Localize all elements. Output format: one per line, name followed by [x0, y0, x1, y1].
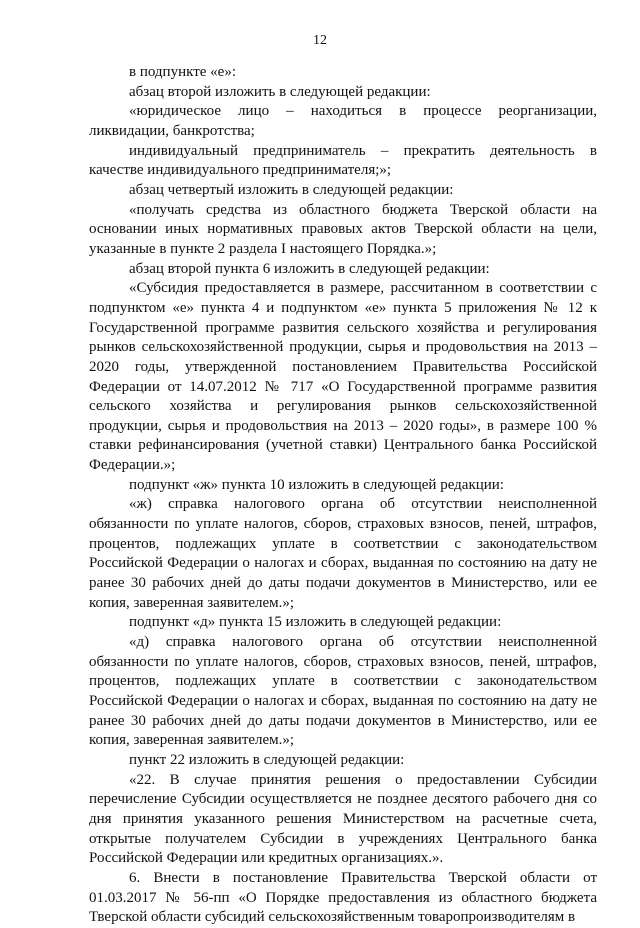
paragraph: «юридическое лицо – находиться в процессе реорганизации, ликвидации, банкротства; — [89, 103, 597, 139]
paragraph: подпункт «ж» пункта 10 изложить в следующей редакции: — [129, 476, 504, 493]
paragraph: «д) справка налогового органа об отсутствии неисполненной обязанности по уплате налогов, сборов, страховых взносов, пеней, штрафов, процентов, подлежащих уплате в соответствии с законодательством Российской Федерации о налогах и сборах, выданная по состоянию на дату не ранее 30 рабочих дней до даты подачи документов в Министерство, или ее копия, заверенная заявителем.»; — [89, 634, 597, 749]
document-body — [89, 63, 597, 928]
paragraph: «получать средства из областного бюджета Тверской области на основании иных нормативных правовых актов Тверской области на цели, указанные в пункте 2 раздела I настоящего Порядка.»; — [89, 201, 597, 257]
paragraph: индивидуальный предприниматель – прекратить деятельность в качестве индивидуального предпринимателя;»; — [89, 142, 597, 179]
paragraph: абзац второй пункта 6 изложить в следующей редакции: — [129, 260, 490, 277]
paragraph: абзац второй изложить в следующей редакции: — [129, 83, 431, 100]
paragraph: подпункт «д» пункта 15 изложить в следующей редакции: — [129, 614, 502, 631]
paragraph: абзац четвертый изложить в следующей редакции: — [129, 181, 454, 198]
paragraph: «Субсидия предоставляется в размере, рассчитанном в соответствии с подпунктом «е» пункта 4 и подпунктом «е» пункта 5 приложения № 12 к Государственной программе развития сельского хозяйства и регулирования рынков сельскохозяйственной продукции, сырья и продовольствия на 2013 – 2020 годы, утвержденной постановлением Правительства Российской Федерации от 14.07.2012 № 717 «О Государственной программе развития сельского хозяйства и регулирования рынков сельскохозяйственной продукции, сырья и продовольствия на 2013 – 2020 годы», в размере 100 % ставки рефинансирования (учетной ставки) Центрального банка Российской Федерации.»; — [89, 280, 597, 474]
paragraph: пункт 22 изложить в следующей редакции: — [129, 751, 405, 768]
paragraph: 6. Внести в постановление Правительства Тверской области от 01.03.2017 № 56-пп «О Порядке предоставления из областного бюджета Тверской области субсидий сельскохозяйственным товаропроизводителям в — [89, 869, 597, 926]
page-number: 12 — [313, 33, 327, 48]
paragraph: в подпункте «е»: — [129, 64, 236, 80]
paragraph: «ж) справка налогового органа об отсутствии неисполненной обязанности по уплате налогов, сборов, страховых взносов, пеней, штрафов, процентов, подлежащих уплате в соответствии с законодательством Российской Федерации о налогах и сборах, выданная по состоянию на дату не ранее 30 рабочих дней до даты подачи документов в Министерство, или ее копия, заверенная заявителем.»; — [89, 496, 597, 611]
paragraph: «22. В случае принятия решения о предоставлении Субсидии перечисление Субсидии осуществляется не позднее десятого рабочего дня со дня принятия указанного решения Министерством на расчетные счета, открытые получателем Субсидии в учреждениях Центрального банка Российской Федерации или кредитных организациях.». — [89, 771, 597, 867]
